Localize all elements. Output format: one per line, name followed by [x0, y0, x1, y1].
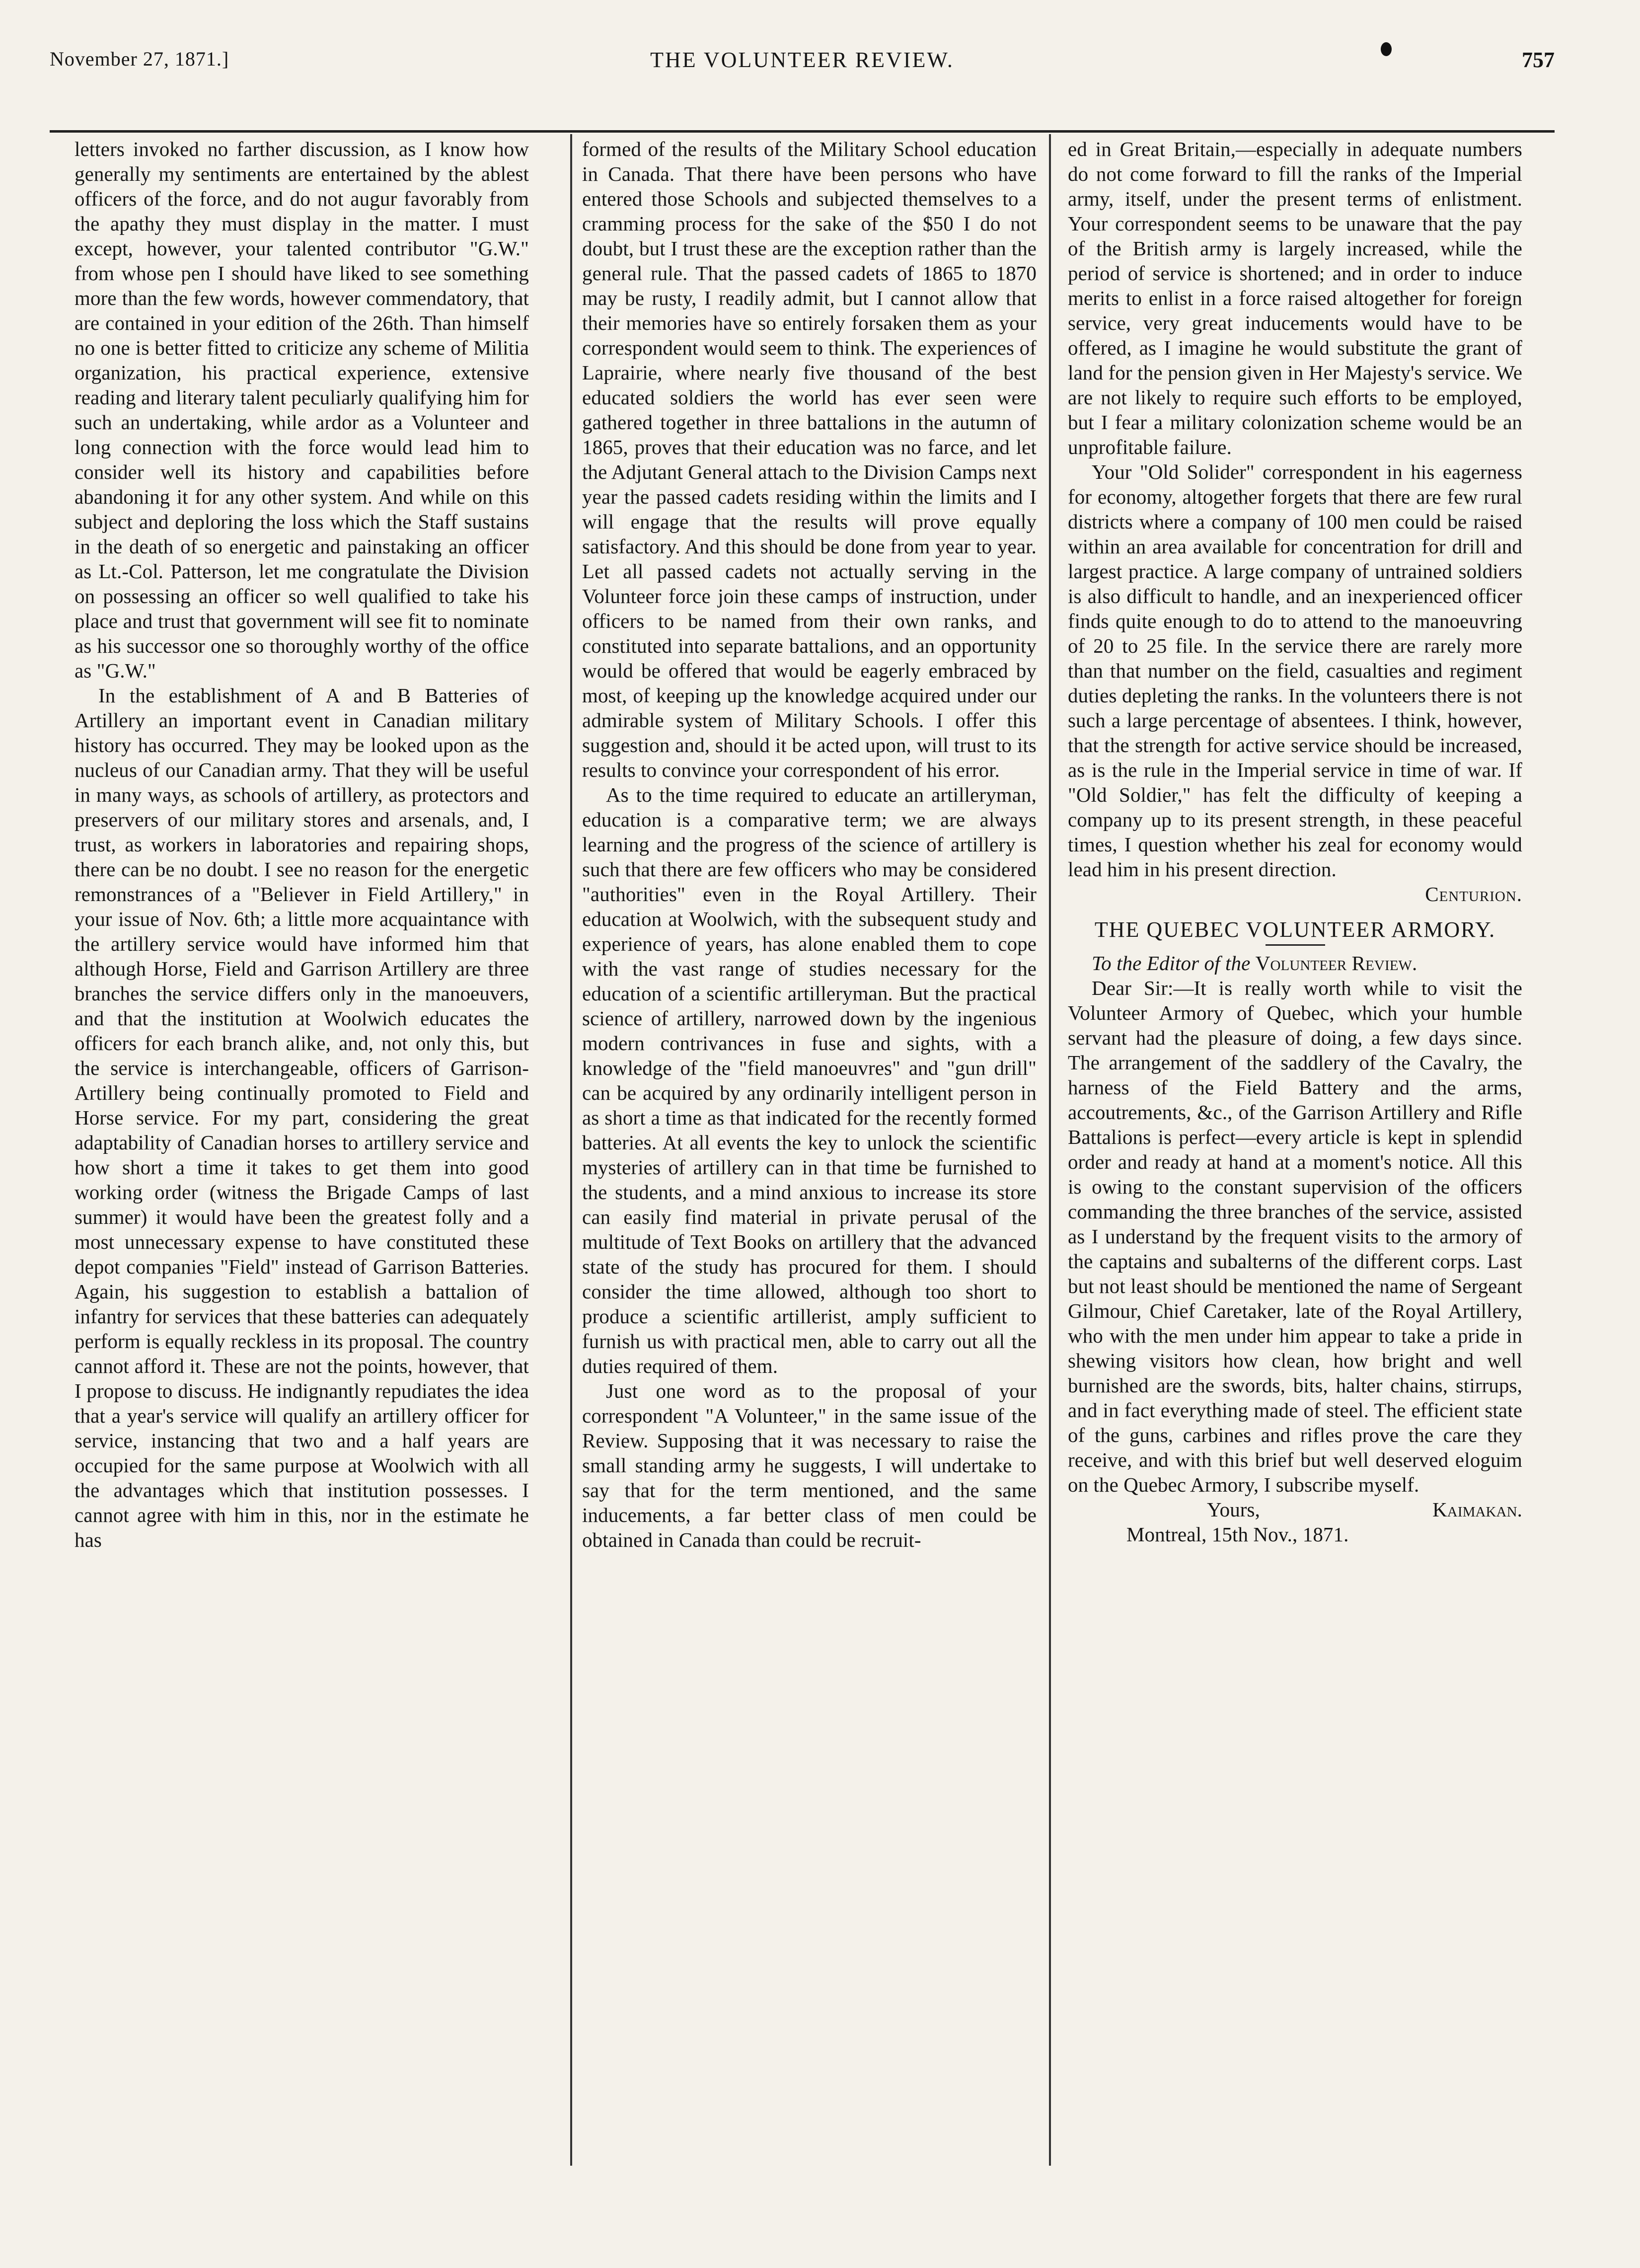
paragraph: Just one word as to the proposal of your correspondent "A Volunteer," in the same issue of the Review. Supposing that it was necessary to raise the small standing army he suggests, I will undertake to say that for the term mentioned, and the same inducements, a far better class of men could be obtained in Canada than could be recruit- [582, 1379, 1037, 1551]
article-heading: THE QUEBEC VOLUNTEER ARMORY. [1094, 917, 1496, 942]
closing-line [1207, 1497, 1522, 1522]
paragraph: Your "Old Solider" correspondent in his eagerness for economy, altogether forgets that there are few rural districts where a company of 100 men could be raised within an area available for concentration for drill and largest practice. A large company of untrained soldiers is also difficult to handle, and an inexperienced officer finds quite enough to do to attend to the manoeuvring of 20 to 25 file. In the service there are rarely more than that number on the field, casualties and regiment duties depleting the ranks. In the volunteers there is not such a large percentage of absentees. I think, however, that the strength for active service should be increased, as is the rule in the Imperial service in time of war. If "Old Soldier," has felt the difficulty of keeping a company up to its present strength, in these peaceful times, I question whether his zeal for economy would lead him in his present direction. [1068, 460, 1522, 881]
paragraph: Dear Sir:—It is really worth while to visit the Volunteer Armory of Quebec, which your humble servant had the pleasure of doing, a few days since. The arrangement of the saddlery of the Cavalry, the harness of the Field Battery and the arms, accoutrements, &c., of the Garrison Artillery and Rifle Battalions is perfect—every article is kept in splendid order and ready at hand at a moment's notice. All this is owing to the constant supervision of the officers commanding the three branches of the service, assisted as I understand by the frequent visits to the armory of the captains and subalterns of the different corps. Last but not least should be mentioned the name of Sergeant Gilmour, Chief Caretaker, late of the Royal Artillery, who with the men under him appear to take a pride in shewing visitors how clean, how bright and well burnished are the swords, bits, halter chains, stirrups, and in fact everything made of steel. The efficient state of the guns, carbines and rifles prove the care they receive, and with this brief but well deserved eloguim on the Quebec Armory, I subscribe myself. [1068, 977, 1522, 1496]
dedication-prefix: To the Editor of the [1092, 952, 1251, 975]
dedication-paper: Volunteer Review. [1255, 952, 1417, 975]
header-date: November 27, 1871.] [50, 48, 229, 70]
closing-signature: Kaimakan. [1432, 1498, 1522, 1521]
paragraph: ed in Great Britain,—especially in adequate numbers do not come forward to fill the ranks of the Imperial army, itself, under the present terms of enlistment. Your correspondent seems to be unaware that the pay of the British army is largely increased, while the period of service is shortened; and in order to induce merits to enlist in a force raised altogether for foreign service, very great inducements would have to be offered, as I imagine he would substitute the grant of land for the pension given in Her Majesty's service. We are not likely to require such efforts to be employed, but I fear a military colonization scheme would be an unprofitable failure. [1068, 138, 1522, 458]
paragraph: As to the time required to educate an artilleryman, education is a comparative term; we are always learning and the progress of the science of artillery is such that there are few officers who may be considered "authorities" even in the Royal Artillery. Their education at Woolwich, with the subsequent study and experience of years, has alone enabled them to cope with the vast range of studies necessary for the education of a scientific artilleryman. But the practical science of artillery, narrowed down by the ingenious modern contrivances in fuse and sights, with a knowledge of the "field manoeuvres" and "gun drill" can be acquired by any ordinarily intelligent person in as short a time as that indicated for the recently formed batteries. At all events the key to unlock the scientific mysteries of artillery can in that time be furnished to the students, and a mind anxious to increase its store can easily find material in private perusal of the multitude of Text Books on artillery that the advanced state of the study has procured for them. I should consider the time allowed, although too short to produce a scientific artillerist, amply sufficient to furnish us with practical men, able to carry out all the duties required of them. [582, 783, 1037, 1377]
header-rule [50, 130, 1555, 133]
closing: Yours, [1207, 1498, 1260, 1521]
place-date: Montreal, 15th Nov., 1871. [1126, 1523, 1349, 1546]
letter-signature: Centurion. [1425, 883, 1522, 906]
heading-rule [1266, 944, 1325, 946]
column-1 [75, 137, 529, 1552]
paragraph: In the establishment of A and B Batteries of Artillery an important event in Canadian military history has occurred. They may be looked upon as the nucleus of our Canadian army. That they will be useful in many ways, as schools of artillery, as protectors and preservers of our military stores and arsenals, and, I trust, as workers in laboratories and repairing shops, there can be no doubt. I see no reason for the energetic remonstrances of a "Believer in Field Artillery," in your issue of Nov. 6th; a little more acquaintance with the artillery service would have informed him that although Horse, Field and Garrison Artillery are three branches the service differs only in the manoeuvers, and that the institution at Woolwich educates the officers for each branch alike, and, not only this, but the service is interchangeable, officers of Garrison-Artillery being continually promoted to Field and Horse service. For my part, considering the great adaptability of Canadian horses to artillery service and how short a time it takes to get them into good working order (witness the Brigade Camps of last summer) it would have been the greatest folly and a most unnecessary expense to have constituted these depot companies "Field" instead of Garrison Batteries. Again, his suggestion to establish a battalion of infantry for services that these batteries can adequately perform is equally reckless in its proposal. The country cannot afford it. These are not the points, however, that I propose to discuss. He indignantly repudiates the idea that a year's service will qualify an artillery officer for service, instancing that two and a half years are occupied for the same purpose at Woolwich with all the advantages which that institution possesses. I cannot agree with him in this, nor in the estimate he has [75, 684, 529, 1551]
dedication [1068, 951, 1522, 976]
paragraph: letters invoked no farther discussion, as I know how generally my sentiments are entertained by the ablest officers of the force, and do not augur favorably from the apathy they must display in the matter. I must except, however, your talented contributor "G.W." from whose pen I should have liked to see something more than the few words, however commendatory, that are contained in your edition of the 26th. Than himself no one is better fitted to criticize any scheme of Militia organization, his practical experience, extensive reading and literary talent peculiarly qualifying him for such an undertaking, while ardor as a Volunteer and long connection with the force would lead him to consider well its history and capabilities before abandoning it for any other system. And while on this subject and deploring the loss which the Staff sustains in the death of so energetic and painstaking an officer as Lt.-Col. Patterson, let me congratulate the Division on possessing an officer so well qualified to take his place and trust that government will see fit to nominate as his successor one so thoroughly worthy of the office as "G.W." [75, 138, 529, 682]
column-divider [570, 134, 572, 2166]
page-number: 757 [1522, 48, 1555, 72]
page-header [50, 47, 1555, 92]
column-divider [1049, 134, 1051, 2166]
paragraph: formed of the results of the Military School education in Canada. That there have been persons who have entered those Schools and subjected themselves to a cramming process for the sake of the $50 I do not doubt, but I trust these are the exception rather than the general rule. That the passed cadets of 1865 to 1870 may be rusty, I readily admit, but I cannot allow that their memories have so entirely forsaken them as your correspondent would seem to think. The experiences of Laprairie, where nearly five thousand of the best educated soldiers the world has ever seen were gathered together in three battalions in the autumn of 1865, proves that their education was no farce, and let the Adjutant General attach to the Division Camps next year the passed cadets residing within the limits and I will engage that the results will prove equally satisfactory. And this should be done from year to year. Let all passed cadets not actually serving in the Volunteer force join these camps of instruction, under officers to be named from their own ranks, and constituted into separate battalions, and an opportunity would be offered that would be eagerly embraced by most, of keeping up the knowledge acquired under our admirable system of Military Schools. I offer this suggestion and, should it be acted upon, will trust to its results to convince your correspondent of his error. [582, 138, 1037, 781]
column-2 [582, 137, 1037, 1552]
column-3 [1068, 137, 1522, 1547]
ink-blot [1381, 42, 1392, 56]
newspaper-title: THE VOLUNTEER REVIEW. [650, 48, 954, 72]
